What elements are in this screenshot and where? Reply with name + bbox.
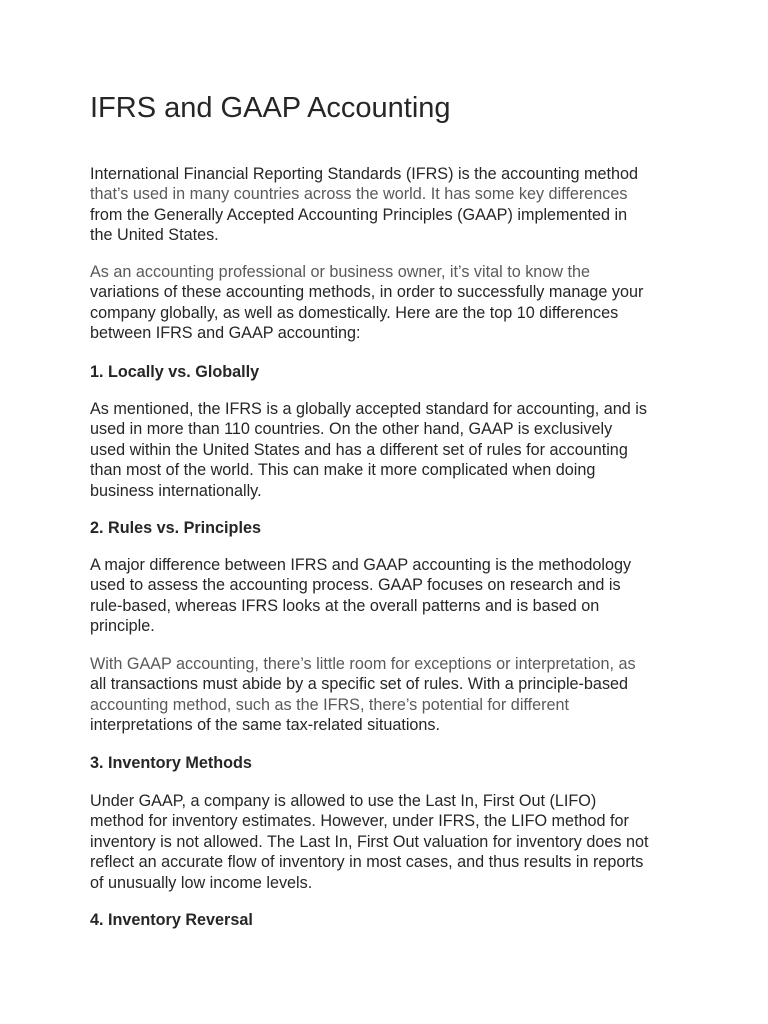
section-2-paragraph-2 (90, 654, 662, 736)
section-1-paragraph (90, 399, 662, 501)
text-line: used to assess the accounting process. GAAP focuses on research and is (90, 576, 621, 595)
text-line: variations of these accounting methods, in order to successfully manage your (90, 283, 644, 302)
text-line: Under GAAP, a company is allowed to use the Last In, First Out (LIFO) (90, 792, 597, 810)
page-title: IFRS and GAAP Accounting (90, 92, 451, 124)
text-line: from the Generally Accepted Accounting Principles (GAAP) implemented in (90, 205, 628, 224)
text-line: used within the United States and has a different set of rules for accounting (90, 440, 628, 459)
text-line: inventory is not allowed. The Last In, First Out valuation for inventory does not (90, 832, 649, 851)
section-2-paragraph-1 (90, 555, 662, 637)
text-line: International Financial Reporting Standards (IFRS) is the accounting method (90, 165, 638, 183)
text-line: interpretations of the same tax-related situations. (90, 716, 441, 735)
text-line: reflect an accurate flow of inventory in most cases, and thus results in reports (90, 853, 644, 872)
text-line: A major difference between IFRS and GAAP accounting is the methodology (90, 556, 632, 574)
text-line: of unusually low income levels. (90, 873, 313, 892)
intro-paragraph-2 (90, 262, 662, 344)
section-heading-locally-vs-globally: 1. Locally vs. Globally (90, 363, 260, 381)
text-line: between IFRS and GAAP accounting: (90, 324, 361, 343)
text-line: As an accounting professional or business owner, it’s vital to know the (90, 263, 590, 281)
text-line: all transactions must abide by a specific set of rules. With a principle-based (90, 675, 629, 694)
text-line: method for inventory estimates. However, under IFRS, the LIFO method for (90, 812, 629, 831)
text-line: business internationally. (90, 481, 262, 500)
section-3-paragraph (90, 791, 662, 893)
text-line: that’s used in many countries across the world. It has some key differences (90, 185, 628, 204)
section-heading-rules-vs-principles: 2. Rules vs. Principles (90, 519, 261, 537)
text-line: than most of the world. This can make it more complicated when doing (90, 461, 596, 480)
section-heading-inventory-methods: 3. Inventory Methods (90, 754, 252, 772)
text-line: used in more than 110 countries. On the other hand, GAAP is exclusively (90, 420, 613, 439)
text-line: accounting method, such as the IFRS, there’s potential for different (90, 695, 570, 714)
text-line: rule-based, whereas IFRS looks at the overall patterns and is based on (90, 596, 600, 615)
text-line: With GAAP accounting, there’s little room for exceptions or interpretation, as (90, 655, 636, 673)
section-heading-inventory-reversal: 4. Inventory Reversal (90, 911, 253, 929)
text-line: the United States. (90, 226, 219, 245)
text-line: company globally, as well as domestically. Here are the top 10 differences (90, 303, 619, 322)
text-line: principle. (90, 617, 155, 636)
intro-paragraph-1 (90, 164, 662, 246)
text-line: As mentioned, the IFRS is a globally accepted standard for accounting, and is (90, 400, 647, 418)
